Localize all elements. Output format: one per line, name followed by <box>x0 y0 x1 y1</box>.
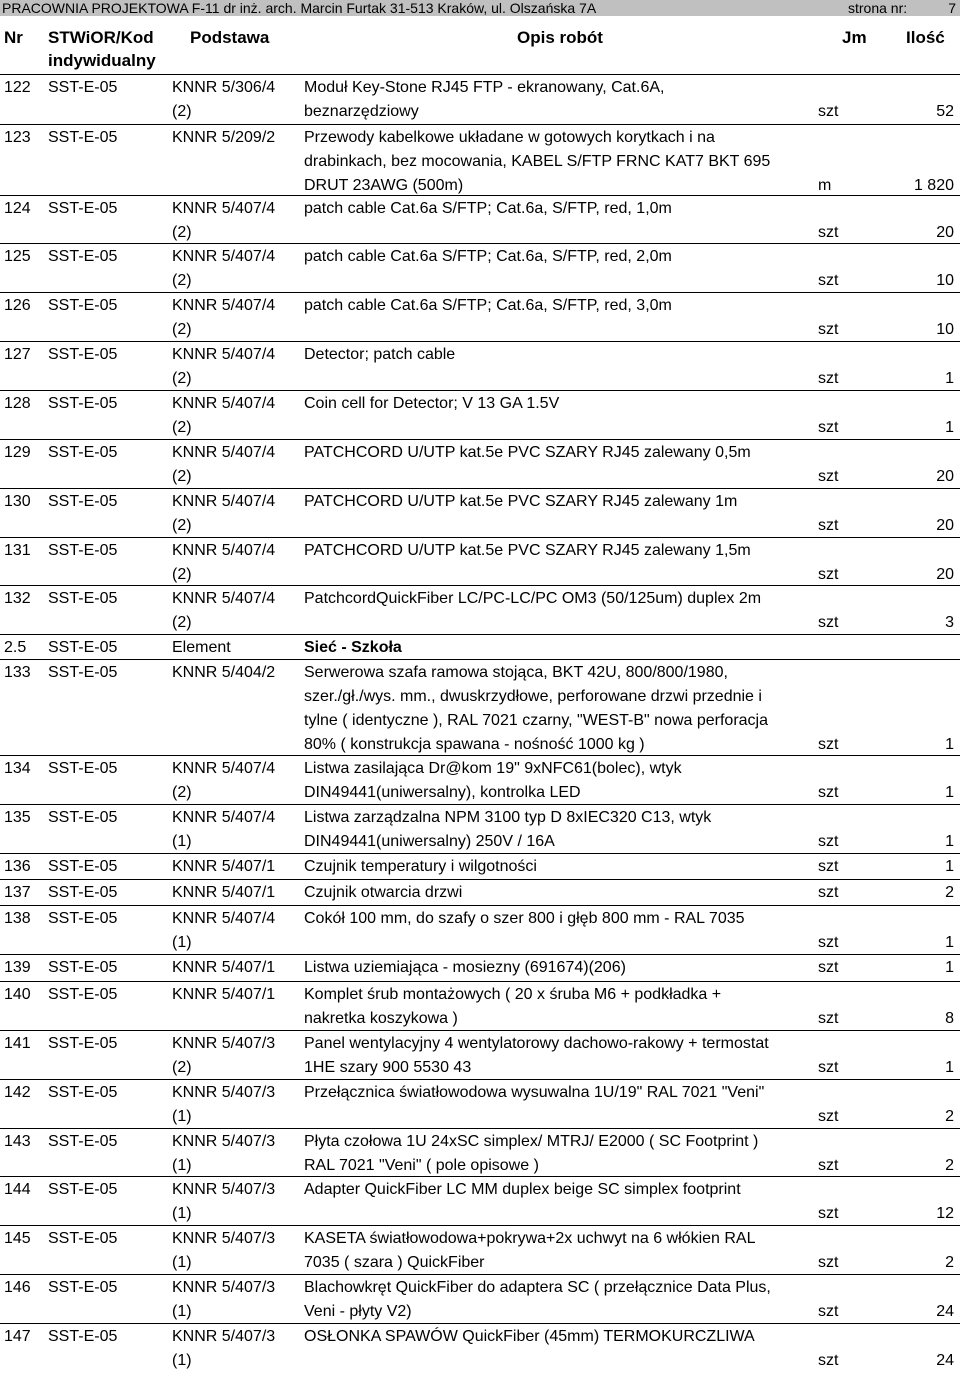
row-ilosc: 2 <box>945 884 954 901</box>
row-podstawa-sub: (2) <box>172 370 192 387</box>
row-kod: SST-E-05 <box>48 910 118 927</box>
row-podstawa-sub: (2) <box>172 614 192 631</box>
row-nr: 129 <box>4 444 31 461</box>
col-jm: Jm <box>842 28 867 47</box>
row-ilosc: 1 <box>945 736 954 753</box>
row-podstawa-sub: (2) <box>172 517 192 534</box>
table-row <box>0 1178 960 1226</box>
page-label: strona nr: <box>848 0 908 16</box>
row-ilosc: 1 <box>945 858 954 875</box>
row-podstawa-sub: (1) <box>172 1303 192 1320</box>
table-row <box>0 806 960 854</box>
row-jm: szt <box>818 934 839 951</box>
row-opis-line3: DRUT 23AWG (500m) <box>304 177 464 194</box>
column-headers <box>0 24 960 72</box>
row-nr: 136 <box>4 858 31 875</box>
row-ilosc: 1 <box>945 934 954 951</box>
table-row <box>0 76 960 124</box>
row-opis-line2: nakretka koszykowa ) <box>304 1010 458 1027</box>
row-jm: szt <box>818 103 839 120</box>
row-podstawa: KNNR 5/407/4 <box>172 297 276 314</box>
row-nr: 126 <box>4 297 31 314</box>
row-jm: szt <box>818 1352 839 1369</box>
row-nr: 143 <box>4 1133 31 1150</box>
row-opis-line3: tylne ( identyczne ), RAL 7021 czarny, "WEST-B" nowa perforacja <box>304 712 768 729</box>
row-ilosc: 20 <box>936 224 954 241</box>
col-kod-line2: indywidualny <box>48 51 156 70</box>
table-row <box>0 661 960 757</box>
row-podstawa: KNNR 5/407/3 <box>172 1133 276 1150</box>
row-opis: Panel wentylacyjny 4 wentylatorowy dachowo-rakowy + termostat <box>304 1035 769 1052</box>
row-opis: PATCHCORD U/UTP kat.5e PVC SZARY RJ45 zalewany 1,5m <box>304 542 751 559</box>
row-jm: szt <box>818 468 839 485</box>
row-jm: szt <box>818 833 839 850</box>
row-nr: 146 <box>4 1279 31 1296</box>
row-ilosc: 2 <box>945 1157 954 1174</box>
row-jm: szt <box>818 1254 839 1271</box>
table-row <box>0 907 960 955</box>
row-podstawa-sub: (1) <box>172 833 192 850</box>
table-row <box>0 1325 960 1373</box>
row-podstawa-sub: (1) <box>172 1205 192 1222</box>
row-jm: szt <box>818 517 839 534</box>
row-podstawa-sub: (2) <box>172 566 192 583</box>
row-ilosc: 10 <box>936 272 954 289</box>
row-opis: PatchcordQuickFiber LC/PC-LC/PC OM3 (50/125um) duplex 2m <box>304 590 762 607</box>
row-kod: SST-E-05 <box>48 664 118 681</box>
row-kod: SST-E-05 <box>48 1084 118 1101</box>
row-kod: SST-E-05 <box>48 1230 118 1247</box>
row-opis: Moduł Key-Stone RJ45 FTP - ekranowany, Cat.6A, <box>304 79 665 96</box>
row-podstawa-sub: (1) <box>172 1254 192 1271</box>
row-nr: 142 <box>4 1084 31 1101</box>
row-podstawa-sub: (1) <box>172 1108 192 1125</box>
row-opis: Listwa zasilająca Dr@kom 19" 9xNFC61(bolec), wtyk <box>304 760 682 777</box>
row-opis: Serwerowa szafa ramowa stojąca, BKT 42U, 800/800/1980, <box>304 664 728 681</box>
row-ilosc: 52 <box>936 103 954 120</box>
col-nr: Nr <box>4 28 23 47</box>
row-kod: SST-E-05 <box>48 395 118 412</box>
row-podstawa: KNNR 5/407/3 <box>172 1181 276 1198</box>
row-jm: szt <box>818 736 839 753</box>
row-nr: 144 <box>4 1181 31 1198</box>
row-opis: Przełącznica światłowodowa wysuwalna 1U/19" RAL 7021 "Veni" <box>304 1084 765 1101</box>
row-podstawa-sub: (2) <box>172 224 192 241</box>
row-podstawa-sub: (2) <box>172 784 192 801</box>
table-row <box>0 881 960 905</box>
row-podstawa: KNNR 5/407/3 <box>172 1230 276 1247</box>
row-nr: 134 <box>4 760 31 777</box>
row-opis: Komplet śrub montażowych ( 20 x śruba M6 + podkładka + <box>304 986 722 1003</box>
row-jm: szt <box>818 419 839 436</box>
row-opis: OSŁONKA SPAWÓW QuickFiber (45mm) TERMOKURCZLIWA <box>304 1328 755 1345</box>
row-kod: SST-E-05 <box>48 1035 118 1052</box>
row-ilosc: 1 <box>945 784 954 801</box>
col-opis: Opis robót <box>517 28 603 47</box>
row-opis: Coin cell for Detector; V 13 GA 1.5V <box>304 395 560 412</box>
row-nr: 124 <box>4 200 31 217</box>
row-opis-line2: RAL 7021 "Veni" ( pole opisowe ) <box>304 1157 539 1174</box>
row-podstawa: Element <box>172 639 231 656</box>
row-nr: 140 <box>4 986 31 1003</box>
row-jm: szt <box>818 1010 839 1027</box>
row-opis-line2: Veni - płyty V2) <box>304 1303 412 1320</box>
row-podstawa-sub: (2) <box>172 272 192 289</box>
row-opis: KASETA światłowodowa+pokrywa+2x uchwyt na 6 włókien RAL <box>304 1230 756 1247</box>
row-kod: SST-E-05 <box>48 129 118 146</box>
row-opis: Sieć - Szkoła <box>304 639 402 656</box>
row-nr: 125 <box>4 248 31 265</box>
row-ilosc: 10 <box>936 321 954 338</box>
row-jm: szt <box>818 1303 839 1320</box>
row-podstawa-sub: (2) <box>172 468 192 485</box>
section-row <box>0 636 960 660</box>
row-opis: Czujnik otwarcia drzwi <box>304 884 463 901</box>
row-podstawa: KNNR 5/407/4 <box>172 809 276 826</box>
row-podstawa: KNNR 5/407/4 <box>172 200 276 217</box>
row-opis: Płyta czołowa 1U 24xSC simplex/ MTRJ/ E2000 ( SC Footprint ) <box>304 1133 759 1150</box>
table-row <box>0 956 960 980</box>
row-jm: szt <box>818 858 839 875</box>
row-jm: szt <box>818 224 839 241</box>
row-podstawa: KNNR 5/407/4 <box>172 542 276 559</box>
row-opis: Listwa zarządzalna NPM 3100 typ D 8xIEC320 C13, wtyk <box>304 809 712 826</box>
row-kod: SST-E-05 <box>48 884 118 901</box>
document-header <box>0 0 960 16</box>
table-row <box>0 1276 960 1324</box>
row-ilosc: 24 <box>936 1303 954 1320</box>
row-podstawa: KNNR 5/407/1 <box>172 959 276 976</box>
row-podstawa: KNNR 5/407/3 <box>172 1279 276 1296</box>
row-podstawa: KNNR 5/407/4 <box>172 395 276 412</box>
row-kod: SST-E-05 <box>48 809 118 826</box>
row-nr: 122 <box>4 79 31 96</box>
row-divider <box>0 905 960 906</box>
row-jm: szt <box>818 1108 839 1125</box>
row-jm: szt <box>818 1059 839 1076</box>
row-ilosc: 1 <box>945 370 954 387</box>
row-kod: SST-E-05 <box>48 79 118 96</box>
table-row <box>0 294 960 342</box>
row-kod: SST-E-05 <box>48 986 118 1003</box>
row-divider <box>0 74 960 75</box>
row-opis: patch cable Cat.6a S/FTP; Cat.6a, S/FTP, red, 3,0m <box>304 297 672 314</box>
row-opis: Listwa uziemiająca - mosiezny (691674)(206) <box>304 959 626 976</box>
row-opis: patch cable Cat.6a S/FTP; Cat.6a, S/FTP, red, 1,0m <box>304 200 672 217</box>
row-ilosc: 1 <box>945 419 954 436</box>
row-nr: 127 <box>4 346 31 363</box>
row-kod: SST-E-05 <box>48 639 118 656</box>
row-podstawa: KNNR 5/407/4 <box>172 444 276 461</box>
office-name: PRACOWNIA PROJEKTOWA F-11 dr inż. arch. Marcin Furtak 31-513 Kraków, ul. Olszańska 7A <box>2 0 597 16</box>
row-podstawa: KNNR 5/306/4 <box>172 79 276 96</box>
row-opis: Blachowkręt QuickFiber do adaptera SC ( przełącznice Data Plus, <box>304 1279 771 1296</box>
row-kod: SST-E-05 <box>48 1181 118 1198</box>
row-ilosc: 12 <box>936 1205 954 1222</box>
row-nr: 141 <box>4 1035 31 1052</box>
row-podstawa: KNNR 5/407/4 <box>172 346 276 363</box>
row-opis-line2: DIN49441(uniwersalny) 250V / 16A <box>304 833 555 850</box>
row-nr: 147 <box>4 1328 31 1345</box>
row-ilosc: 20 <box>936 517 954 534</box>
row-podstawa-sub: (1) <box>172 1157 192 1174</box>
row-nr: 130 <box>4 493 31 510</box>
row-opis-line2: beznarzędziowy <box>304 103 419 120</box>
row-kod: SST-E-05 <box>48 493 118 510</box>
row-opis-line2: 1HE szary 900 5530 43 <box>304 1059 472 1076</box>
col-ilosc: Ilość <box>906 28 945 47</box>
row-kod: SST-E-05 <box>48 248 118 265</box>
row-opis-line2: DIN49441(uniwersalny), kontrolka LED <box>304 784 581 801</box>
row-nr: 132 <box>4 590 31 607</box>
row-nr: 2.5 <box>4 639 27 656</box>
row-jm: szt <box>818 370 839 387</box>
row-podstawa-sub: (2) <box>172 1059 192 1076</box>
table-row <box>0 539 960 587</box>
row-ilosc: 24 <box>936 1352 954 1369</box>
row-kod: SST-E-05 <box>48 346 118 363</box>
row-divider <box>0 124 960 125</box>
row-opis: Przewody kabelkowe układane w gotowych korytkach i na <box>304 129 715 146</box>
row-kod: SST-E-05 <box>48 858 118 875</box>
row-kod: SST-E-05 <box>48 1328 118 1345</box>
row-kod: SST-E-05 <box>48 542 118 559</box>
row-podstawa: KNNR 5/407/3 <box>172 1084 276 1101</box>
row-podstawa: KNNR 5/407/4 <box>172 248 276 265</box>
row-ilosc: 20 <box>936 566 954 583</box>
row-kod: SST-E-05 <box>48 200 118 217</box>
table-row <box>0 757 960 805</box>
row-jm: szt <box>818 1157 839 1174</box>
row-jm: szt <box>818 784 839 801</box>
table-row <box>0 855 960 879</box>
row-jm: szt <box>818 1205 839 1222</box>
row-podstawa: KNNR 5/407/4 <box>172 493 276 510</box>
row-nr: 138 <box>4 910 31 927</box>
row-nr: 139 <box>4 959 31 976</box>
col-podstawa: Podstawa <box>190 28 270 47</box>
table-row <box>0 441 960 489</box>
row-kod: SST-E-05 <box>48 959 118 976</box>
table-row <box>0 197 960 245</box>
row-ilosc: 1 <box>945 959 954 976</box>
row-podstawa: KNNR 5/407/1 <box>172 858 276 875</box>
row-podstawa-sub: (2) <box>172 103 192 120</box>
row-jm: szt <box>818 959 839 976</box>
row-opis: PATCHCORD U/UTP kat.5e PVC SZARY RJ45 zalewany 0,5m <box>304 444 751 461</box>
row-nr: 123 <box>4 129 31 146</box>
table-row <box>0 1130 960 1178</box>
row-jm: szt <box>818 566 839 583</box>
row-jm: m <box>818 177 832 194</box>
row-podstawa: KNNR 5/407/4 <box>172 590 276 607</box>
col-kod: STWiOR/Kod <box>48 28 154 47</box>
row-nr: 145 <box>4 1230 31 1247</box>
table-row <box>0 392 960 440</box>
row-opis: Detector; patch cable <box>304 346 456 363</box>
row-podstawa: KNNR 5/407/1 <box>172 986 276 1003</box>
row-jm: szt <box>818 272 839 289</box>
row-podstawa-sub: (2) <box>172 419 192 436</box>
row-nr: 137 <box>4 884 31 901</box>
table-row <box>0 1227 960 1275</box>
row-nr: 128 <box>4 395 31 412</box>
table-row <box>0 343 960 391</box>
row-ilosc: 2 <box>945 1254 954 1271</box>
table-row <box>0 245 960 293</box>
row-opis-line2: 7035 ( szara ) QuickFiber <box>304 1254 485 1271</box>
row-kod: SST-E-05 <box>48 444 118 461</box>
row-kod: SST-E-05 <box>48 590 118 607</box>
row-ilosc: 8 <box>945 1010 954 1027</box>
row-opis: Cokół 100 mm, do szafy o szer 800 i głęb 800 mm - RAL 7035 <box>304 910 745 927</box>
row-podstawa: KNNR 5/407/1 <box>172 884 276 901</box>
row-podstawa: KNNR 5/209/2 <box>172 129 276 146</box>
table-row <box>0 983 960 1031</box>
row-kod: SST-E-05 <box>48 1279 118 1296</box>
row-podstawa: KNNR 5/404/2 <box>172 664 276 681</box>
table-row <box>0 126 960 198</box>
row-ilosc: 3 <box>945 614 954 631</box>
row-ilosc: 20 <box>936 468 954 485</box>
row-nr: 135 <box>4 809 31 826</box>
table-row <box>0 1081 960 1129</box>
row-ilosc: 1 <box>945 833 954 850</box>
row-ilosc: 1 <box>945 1059 954 1076</box>
row-podstawa-sub: (1) <box>172 1352 192 1369</box>
row-divider <box>0 981 960 982</box>
row-kod: SST-E-05 <box>48 297 118 314</box>
row-podstawa: KNNR 5/407/4 <box>172 760 276 777</box>
table-row <box>0 490 960 538</box>
row-podstawa-sub: (2) <box>172 321 192 338</box>
row-divider <box>0 879 960 880</box>
row-opis-line2: szer./gł./wys. mm., dwuskrzydłowe, perforowane drzwi przednie i <box>304 688 762 705</box>
row-podstawa-sub: (1) <box>172 934 192 951</box>
row-podstawa: KNNR 5/407/3 <box>172 1328 276 1345</box>
row-opis: Adapter QuickFiber LC MM duplex beige SC simplex footprint <box>304 1181 741 1198</box>
table-row <box>0 1032 960 1080</box>
row-opis: patch cable Cat.6a S/FTP; Cat.6a, S/FTP, red, 2,0m <box>304 248 672 265</box>
row-podstawa: KNNR 5/407/4 <box>172 910 276 927</box>
page-number: 7 <box>948 0 956 16</box>
row-kod: SST-E-05 <box>48 760 118 777</box>
row-jm: szt <box>818 321 839 338</box>
row-opis-line2: drabinkach, bez mocowania, KABEL S/FTP FRNC KAT7 BKT 695 <box>304 153 771 170</box>
row-ilosc: 2 <box>945 1108 954 1125</box>
row-opis-line4: 80% ( konstrukcja spawana - nośność 1000 kg ) <box>304 736 645 753</box>
row-nr: 131 <box>4 542 31 559</box>
row-jm: szt <box>818 614 839 631</box>
row-podstawa: KNNR 5/407/3 <box>172 1035 276 1052</box>
table-row <box>0 587 960 635</box>
row-ilosc: 1 820 <box>913 177 954 194</box>
row-kod: SST-E-05 <box>48 1133 118 1150</box>
row-opis: Czujnik temperatury i wilgotności <box>304 858 537 875</box>
row-opis: PATCHCORD U/UTP kat.5e PVC SZARY RJ45 zalewany 1m <box>304 493 738 510</box>
row-jm: szt <box>818 884 839 901</box>
row-nr: 133 <box>4 664 31 681</box>
